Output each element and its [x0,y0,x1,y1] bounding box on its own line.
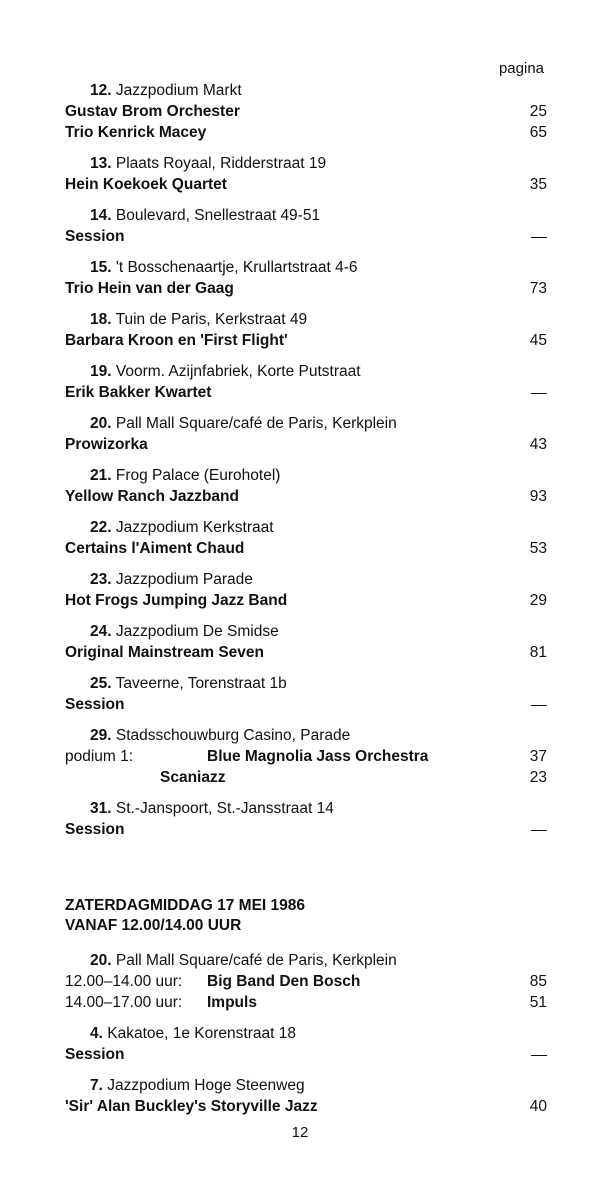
venue-number: 21. [90,467,112,484]
act-line [65,1096,547,1117]
venue-line [65,205,547,226]
act-name: Certains l'Aiment Chaud [65,540,245,557]
venue-line [65,569,547,590]
program-entry [65,309,547,351]
act-line [65,226,547,247]
act-line [65,101,547,122]
program-entry [65,725,547,788]
venue-number: 23. [90,571,112,588]
page-reference: 40 [529,1098,547,1115]
venue-line [65,153,547,174]
act-name: Session [65,228,125,245]
program-entry [65,569,547,611]
act-name: Big Band Den Bosch [207,973,361,990]
act-line [65,746,547,767]
time-slot-label: 12.00–14.00 uur: [65,973,183,990]
program-entry [65,361,547,403]
act-name: Session [65,696,125,713]
page-reference: 23 [529,769,547,786]
act-name: 'Sir' Alan Buckley's Storyville Jazz [65,1098,318,1115]
venue-name: 't Bosschenaartje, Krullartstraat 4-6 [115,259,358,276]
act-line [65,382,547,403]
act-name: Original Mainstream Seven [65,644,264,661]
act-line [65,642,547,663]
page-reference: 73 [529,280,547,297]
act-line [65,992,547,1013]
venue-number: 25. [90,675,112,692]
venue-number: 15. [90,259,112,276]
act-line [65,971,547,992]
venue-number: 7. [90,1077,103,1094]
act-name: Session [65,1046,125,1063]
act-name: Gustav Brom Orchester [65,103,240,120]
venue-number: 14. [90,207,112,224]
venue-name: Jazzpodium De Smidse [115,623,279,640]
page-reference-dash [531,382,547,403]
act-line [65,694,547,715]
venue-name: Voorm. Azijnfabriek, Korte Putstraat [115,363,361,380]
venue-name: Taveerne, Torenstraat 1b [115,675,287,692]
venue-name: Pall Mall Square/café de Paris, Kerkplein [115,415,397,432]
page-reference: 65 [529,124,547,141]
saturday-listing [65,950,547,1117]
venue-name: Pall Mall Square/café de Paris, Kerkplein [115,952,397,969]
act-line [65,486,547,507]
pagina-column-label: pagina [498,60,544,77]
venue-name: Boulevard, Snellestraat 49-51 [115,207,321,224]
program-listing [65,80,547,1127]
venue-name: Jazzpodium Kerkstraat [115,519,274,536]
venue-line [65,725,547,746]
page-reference: 43 [529,436,547,453]
venue-name: Plaats Royaal, Ridderstraat 19 [115,155,327,172]
act-name: Yellow Ranch Jazzband [65,488,239,505]
day-header [65,896,547,936]
venue-name: Jazzpodium Markt [115,82,242,99]
act-name: Session [65,821,125,838]
venue-line [65,621,547,642]
program-entry [65,257,547,299]
page-reference-dash [531,1044,547,1065]
act-name: Trio Kenrick Macey [65,124,207,141]
act-line [65,278,547,299]
time-slot-label: 14.00–17.00 uur: [65,994,183,1011]
act-line [65,590,547,611]
page-reference: 25 [529,103,547,120]
program-entry [65,413,547,455]
venue-line [65,673,547,694]
venue-line [65,798,547,819]
program-entry [65,1023,547,1065]
friday-listing [65,80,547,840]
act-line [65,1044,547,1065]
venue-line [65,1075,547,1096]
program-entry [65,205,547,247]
venue-name: Jazzpodium Parade [115,571,253,588]
program-entry [65,153,547,195]
page-reference: 51 [529,994,547,1011]
day-header-time: VANAF 12.00/14.00 UUR [65,917,242,934]
venue-name: Tuin de Paris, Kerkstraat 49 [115,311,308,328]
venue-line [65,465,547,486]
act-name: Prowizorka [65,436,148,453]
venue-line [65,309,547,330]
program-entry [65,950,547,1013]
venue-line [65,517,547,538]
venue-line [65,80,547,101]
program-entry [65,465,547,507]
venue-number: 22. [90,519,112,536]
page-reference: 45 [529,332,547,349]
act-name: Erik Bakker Kwartet [65,384,212,401]
program-entry [65,80,547,143]
page-reference: 93 [529,488,547,505]
venue-line [65,413,547,434]
page-reference: 37 [529,748,547,765]
act-line [65,330,547,351]
act-line [65,122,547,143]
program-entry [65,1075,547,1117]
page-reference: 29 [529,592,547,609]
program-entry [65,517,547,559]
act-name: Trio Hein van der Gaag [65,280,234,297]
act-line [65,767,547,788]
venue-number: 24. [90,623,112,640]
act-name: Hein Koekoek Quartet [65,176,227,193]
act-name: Scaniazz [160,769,226,786]
venue-name: Stadsschouwburg Casino, Parade [115,727,351,744]
program-entry [65,673,547,715]
page-reference: 53 [529,540,547,557]
venue-name: St.-Janspoort, St.-Jansstraat 14 [115,800,334,817]
page-reference-dash [531,226,547,247]
venue-line [65,1023,547,1044]
venue-line [65,257,547,278]
act-line [65,174,547,195]
venue-number: 13. [90,155,112,172]
venue-number: 29. [90,727,112,744]
page-reference: 81 [529,644,547,661]
page-reference-dash [531,694,547,715]
act-name: Impuls [207,994,257,1011]
act-name: Barbara Kroon en 'First Flight' [65,332,288,349]
act-name: Hot Frogs Jumping Jazz Band [65,592,288,609]
page-reference: 35 [529,176,547,193]
page-reference-dash [531,819,547,840]
venue-number: 19. [90,363,112,380]
venue-name: Kakatoe, 1e Korenstraat 18 [107,1025,296,1042]
act-name: Blue Magnolia Jass Orchestra [207,748,429,765]
venue-line [65,361,547,382]
venue-line [65,950,547,971]
page-number: 12 [291,1124,309,1141]
venue-number: 20. [90,415,112,432]
venue-number: 20. [90,952,112,969]
page-reference: 85 [529,973,547,990]
venue-name: Jazzpodium Hoge Steenweg [107,1077,305,1094]
venue-number: 12. [90,82,112,99]
act-line [65,434,547,455]
program-entry [65,798,547,840]
venue-number: 4. [90,1025,103,1042]
day-header-date: ZATERDAGMIDDAG 17 MEI 1986 [65,897,306,914]
program-entry [65,621,547,663]
time-slot-label: podium 1: [65,748,134,765]
act-line [65,538,547,559]
venue-number: 31. [90,800,112,817]
act-line [65,819,547,840]
venue-name: Frog Palace (Eurohotel) [115,467,281,484]
venue-number: 18. [90,311,112,328]
